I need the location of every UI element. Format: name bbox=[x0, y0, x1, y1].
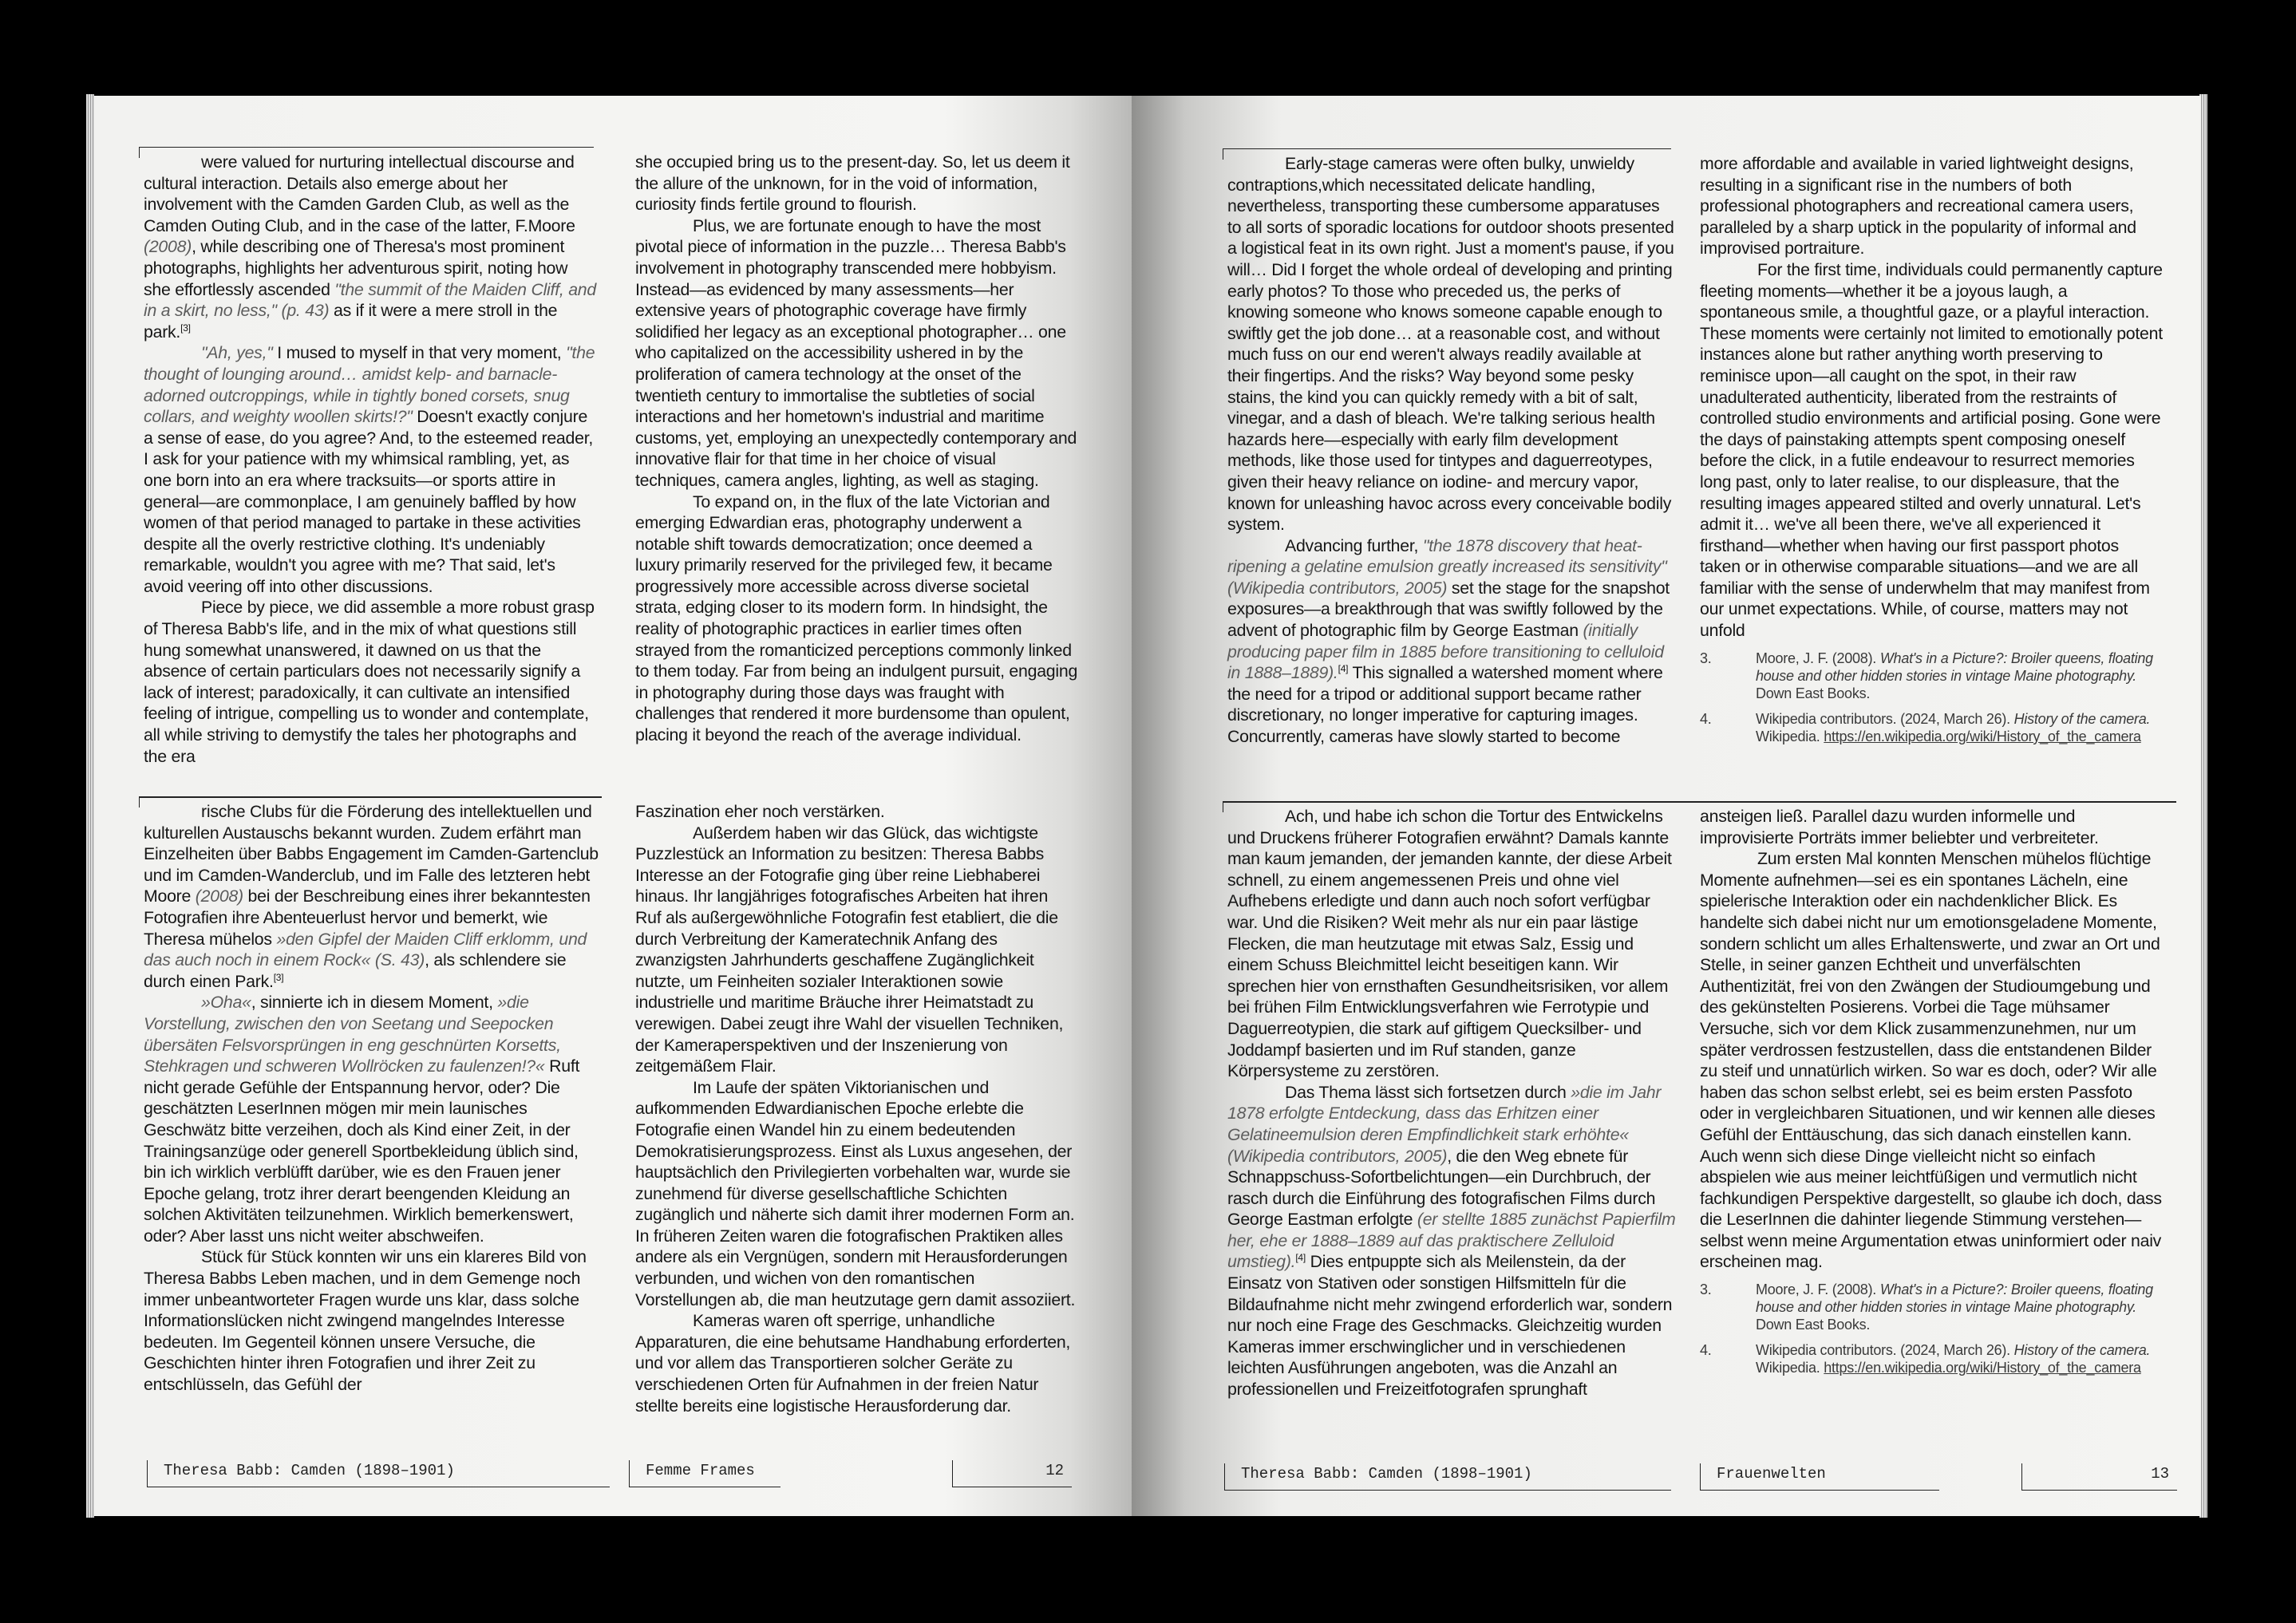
paragraph: Advancing further, "the 1878 discovery that heat-ripening a gelatine emulsion greatly increased its sensitivity" (Wikipedia contributors, 2005) set the stage for the snapshot exposures—a breakthrough that was swiftly followed by the advent of photographic film by George Eastman (initially producing paper film in 1885 before transitioning to celluloid in 1888–1889).[4] This signalled a watershed moment where the need for a tripod or additional support became rather discretionary, no longer imperative for capturing images. Concurrently, cameras have slowly started to become bbox=[1227, 535, 1670, 747]
paragraph: she occupied bring us to the present-day. So, let us deem it the allure of the unknown, for in the void of information, curiosity finds fertile ground to flourish. bbox=[635, 152, 1070, 215]
paragraph: Stück für Stück konnten wir uns ein klareres Bild von Theresa Babbs Leben machen, und in dem Gemenge noch immer unbeantworteter Fragen wurde uns klar, dass solche Informationslücken nicht zwingend mangelndes Interesse bedeuten. Im Gegenteil können unsere Versuche, die Geschichten hinter ihren Fotografien und ihrer Zeit zu entschlüsseln, das Gefühl der bbox=[144, 1247, 587, 1395]
right-page bbox=[1132, 96, 2201, 1516]
paragraph: rische Clubs für die Förderung des intellektuellen und kulturellen Austauschs bekannt wurden. Zudem erfährt man Einzelheiten über Babbs Engagement im Camden-Gartenclub und im Camden-Wanderclub, und im Falle des letzteren hebt Moore (2008) bei der Beschreibung eines ihrer bekanntesten Fotografien ihre Abenteuerlust hervor und bemerkt, wie Theresa mühelos »den Gipfel der Maiden Cliff erklomm, und das auch noch in einem Rock« (S. 43), als schlendere sie durch einen Park.[3] bbox=[144, 802, 599, 991]
page-number: 13 bbox=[2021, 1463, 2177, 1491]
paragraph: were valued for nurturing intellectual discourse and cultural interaction. Details also emerge about her involvement with the Camden Garden Club, as well as the Camden Outing Club, and in the case of the latter, F.Moore (2008), while describing one of Theresa's most prominent photographs, highlights her adventurous spirit, noting how she effortlessly ascended "the summit of the Maiden Cliff, and in a skirt, no less," (p. 43) as if it were a mere stroll in the park.[3] bbox=[144, 152, 596, 342]
page-number: 12 bbox=[952, 1460, 1072, 1487]
right-mid-rule bbox=[1223, 801, 2176, 803]
right-en-col2 bbox=[1700, 153, 2163, 745]
paragraph: Kameras waren oft sperrige, unhandliche Apparaturen, die eine behutsame Handhabung erforderten, und vor allem das Transportieren solcher Geräte zu verschiedenen Orten für Aufnahmen in der freien Natur stellte bereits eine logistische Herausforderung dar. bbox=[635, 1311, 1071, 1416]
paragraph: »Oha«, sinnierte ich in diesem Moment, »die Vorstellung, zwischen den von Seetang und Seepocken übersäten Felsvorsprüngen in eng geschnürten Korsetts, Stehkragen und schweren Wollröcken zu faulenzen!?« Ruft nicht gerade Gefühle der Entspannung hervor, oder? Die geschätzten LeserInnen mögen mir mein launisches Geschwätz bitte verzeihen, doch als Kind einer Zeit, in der Trainingsanzüge oder generell Sportbekleidung üblich sind, bin ich wirklich verblüfft darüber, wie es den Frauen jener Epoche gelang, trotz ihrer derart beengenden Kleidung an solchen Aktivitäten teilzunehmen. Wirklich bemerkenswert, oder? Aber lasst uns nicht weiter abschweifen. bbox=[144, 993, 580, 1246]
paragraph: Faszination eher noch verstärken. bbox=[635, 802, 885, 821]
paragraph: Piece by piece, we did assemble a more robust grasp of Theresa Babb's life, and in the mix of what questions still hung somewhat unanswered, it dawned on us that the absence of certain particulars does not necessarily signify a lack of interest; paradoxically, it can cultivate an intensified feeling of intrigue, compelling us to wonder and contemplate, all while striving to demystify the tales her photographs and the era bbox=[144, 598, 595, 766]
right-de-col2 bbox=[1700, 806, 2163, 1376]
footnote: 4. Wikipedia contributors. (2024, March 26). History of the camera. Wikipedia. https://en.wikipedia.org/wiki/History_of_the_camera bbox=[1700, 1342, 2151, 1376]
paragraph: Early-stage cameras were often bulky, unwieldy contraptions,which necessitated delicate handling, nevertheless, transporting these cumbersome apparatuses to all sorts of sporadic locations for outdoor shoots presented a logistical feat in its own right. Just a moment's pause, if you will… Did I forget the whole ordeal of developing and printing early photos? To those who preceded us, the perks of knowing someone who knows someone capable enough to swiftly get the job done… at a reasonable cost, and without much fuss on our end weren't always readily available at their fingertips. And the risks? Way beyond some pesky stains, the kind you can quickly remedy with a bit of salt, vinegar, and a dash of bleach. We're talking serious health hazards here—especially with early film development methods, like those used for tintypes and daguerreotypes, given their heavy reliance on iodine- and mercury vapor, known for unleashing havoc across every conceivable bodily system. bbox=[1227, 154, 1674, 535]
footnotes-en bbox=[1700, 650, 2163, 745]
footnote-link[interactable]: https://en.wikipedia.org/wiki/History_of_the_camera bbox=[1824, 728, 2141, 744]
paragraph: Plus, we are fortunate enough to have the most pivotal piece of information in the puzzle… Theresa Babb's involvement in photography transcended mere hobbyism. Instead—as evidenced by many assessments—her extensive years of photographic coverage have firmly solidified her legacy as an exceptional photographer… one who capitalized on the accessibility ushered in by the proliferation of camera technology at the onset of the twentieth century to immortalise the subtleties of social interactions and her hometown's industrial and maritime customs, yet, employing an unexpectedly contemporary and innovative flair for that time in her choice of visual techniques, camera angles, lighting, as well as staging. bbox=[635, 215, 1077, 490]
footnote: 3. Moore, J. F. (2008). What's in a Picture?: Broiler queens, floating house and other hidden stories in vintage Maine photography. Down East Books. bbox=[1700, 650, 2153, 701]
running-title: Theresa Babb: Camden (1898–1901) bbox=[147, 1460, 610, 1487]
paragraph: Im Laufe der späten Viktorianischen und aufkommenden Edwardianischen Epoche erlebte die Fotografie einen Wandel hin zu einem bedeutenden Demokratisierungsprozess. Einst als Luxus angesehen, der hauptsächlich den Privilegierten vorbehalten war, wurde sie zunehmend für diverse gesellschaftliche Schichten zugänglich und näherte sich damit ihrer modernen Form an. In früheren Zeiten waren die fotografischen Praktiken alles andere als ein Vergnügen, sondern mit Herausforderungen verbunden, und wichen von den romantischen Vorstellungen ab, die man heutzutage gern damit assoziiert. bbox=[635, 1077, 1076, 1309]
footnote-link[interactable]: https://en.wikipedia.org/wiki/History_of_the_camera bbox=[1824, 1360, 2141, 1376]
paragraph: "Ah, yes," I mused to myself in that very moment, "the thought of lounging around… amidst kelp- and barnacle-adorned outcroppings, while in tightly boned corsets, snug collars, and weighty woollen skirts!?" Doesn't exactly conjure a sense of ease, do you agree? And, to the esteemed reader, I ask for your patience with my whimsical rambling, yet, as one born into an era where tracksuits—or sports attire in general—are commonplace, I am genuinely baffled by how women of that period managed to partake in these activities despite all the overly restrictive clothing. It's undeniably remarkable, wouldn't you agree with me? That said, let's avoid veering off into other discussions. bbox=[144, 343, 595, 596]
left-page bbox=[94, 96, 1132, 1516]
section-title: Frauenwelten bbox=[1700, 1463, 1939, 1491]
paragraph: For the first time, individuals could permanently capture fleeting moments—whether it be a joyous laugh, a spontaneous smile, a thoughtful gaze, or a playful interaction. These moments were certainly not limited to emotionally potent instances alone but rather anything worth preserving to reminisce upon—all caught on the spot, in their raw unadulterated authenticity, liberated from the restraints of controlled studio environments and artificial posing. Gone were the days of painstaking attempts spent composing oneself before the click, in a futile endeavour to resurrect memories long past, only to later realise, to our displeasure, that the resulting images appeared stilted and overly unnatural. Let's admit it… we've all been there, we've all experienced it firsthand—whether when having our first passport photos taken or in otherwise comparable situations—and we are all familiar with the sense of underwhelm that may manifest from our unmet expectations. While, of course, matters may not unfold bbox=[1700, 259, 2163, 641]
right-en-col1 bbox=[1227, 153, 1676, 748]
left-mid-rule bbox=[139, 796, 602, 798]
left-de-col2 bbox=[635, 801, 1078, 1416]
paragraph: Zum ersten Mal konnten Menschen mühelos flüchtige Momente aufnehmen—sei es ein spontanes Lächeln, eine spielerische Interaktion oder ein nachdenklicher Blick. Es handelte sich dabei nicht nur um emotionsgeladene Momente, sondern schlicht um alles Erhaltenswerte, und zwar an Ort und Stelle, in seiner ganzen Echtheit und unverfälschten Authentizität, frei von den Zwängen der Studioumgebung und des gekünstelten Posierens. Vorbei die Tage mühsamer Versuche, sich vor dem Klick zusammenzunehmen, nur um später verdrossen festzustellen, dass die entstandenen Bilder zu steif und unnatürlich wirken. So war es doch, oder? Wir alle haben das schon selbst erlebt, sei es beim ersten Passfoto oder in vergleichbaren Situationen, und wir kennen alle dieses Gefühl der Enttäuschung, das sich danach einstellen kann. Auch wenn sich diese Dinge vielleicht nicht so einfach abspielen wie aus meiner leichtfüßigen und vermutlich nicht fachkundigen Perspektive dargestellt, so glaube ich doch, dass die LeserInnen die dahinter liegende Stimmung verstehen—selbst wenn meine Argumentation etwas uninformiert oder naiv erscheinen mag. bbox=[1700, 849, 2162, 1272]
right-de-col1 bbox=[1227, 806, 1676, 1400]
paragraph: Ach, und habe ich schon die Tortur des Entwickelns und Druckens früherer Fotografien erwähnt? Damals kannte man kaum jemanden, der jemanden kannte, der diese Arbeit schnell, zu einem angemessenen Preis und ohne viel Aufhebens erledigte und dann auch noch sofort verfügbar war. Und die Risiken? Weit mehr als nur ein paar lästige Flecken, die man heutzutage mit etwas Salz, Essig und einem Schuss Bleichmittel leicht beseitigen kann. Wir sprechen hier von ernsthaften Gesundheitsrisiken, vor allem bei frühen Film Entwicklungsverfahren wie Ferrotypie und Daguerreotypien, die stark auf giftigem Quecksilber- und Joddampf basierten und im Ruf standen, ganze Körpersysteme zu zerstören. bbox=[1227, 807, 1672, 1081]
running-title: Theresa Babb: Camden (1898–1901) bbox=[1224, 1463, 1671, 1491]
footnote: 4. Wikipedia contributors. (2024, March 26). History of the camera. Wikipedia. https://en.wikipedia.org/wiki/History_of_the_camera bbox=[1700, 710, 2151, 744]
left-en-col1 bbox=[144, 152, 599, 767]
paragraph: ansteigen ließ. Parallel dazu wurden informelle und improvisierte Porträts immer beliebter und verbreiteter. bbox=[1700, 807, 2099, 847]
page-stack-edge-left bbox=[86, 94, 94, 1518]
paragraph: To expand on, in the flux of the late Victorian and emerging Edwardian eras, photography underwent a notable shift towards democratization; once deemed a luxury primarily reserved for the privileged few, it became progressively more accessible across diverse societal strata, edging closer to its modern form. In hindsight, the reality of photographic practices in earlier times often strayed from the romanticized perceptions commonly linked to them today. Far from being an indulgent pursuit, engaging in photography during those days was fraught with challenges that rendered it more burdensome than opulent, placing it beyond the reach of the average individual. bbox=[635, 492, 1078, 745]
left-de-col1 bbox=[144, 801, 599, 1396]
left-en-col2 bbox=[635, 152, 1078, 746]
footnote: 3. Moore, J. F. (2008). What's in a Picture?: Broiler queens, floating house and other hidden stories in vintage Maine photography. Down East Books. bbox=[1700, 1281, 2153, 1333]
paragraph: Außerdem haben wir das Glück, das wichtigste Puzzlestück an Information zu besitzen: Theresa Babbs Interesse an der Fotografie ging über reine Liebhaberei hinaus. Ihr langjähriges fotografisches Arbeiten hat ihren Ruf als außergewöhnliche Fotografin fest etabliert, die die durch Verbreitung der Kameratechnik Anfang des zwanzigsten Jahrhunderts geschaffene Zugänglichkeit nutzte, um Feinheiten sozialer Interaktionen sowie industrielle und maritime Bräuche ihrer Heimatstadt zu verewigen. Dabei zeugt ihre Wahl der visuellen Techniken, der Kameraperspektiven und der Inszenierung von zeitgemäßem Flair. bbox=[635, 823, 1064, 1076]
paragraph: Das Thema lässt sich fortsetzen durch »die im Jahr 1878 erfolgte Entdeckung, dass das Erhitzen einer Gelatineemulsion deren Empfindlichkeit stark erhöhte« (Wikipedia contributors, 2005), die den Weg ebnete für Schnappschuss-Sofortbelichtungen—ein Durchbruch, der rasch durch die Einführung des fotografischen Films durch George Eastman erfolgte (er stellte 1885 zunächst Papierfilm her, ehe er 1888–1889 auf das praktischere Zelluloid umstieg).[4] Dies entpuppte sich als Meilenstein, da der Einsatz von Stativen oder sonstigen Hilfsmitteln für die Bildaufnahme nicht mehr zwingend erforderlich war, sondern nur noch eine Frage des Geschmacks. Gleichzeitig wurden Kameras immer erschwinglicher und in verschiedenen leichten Ausführungen angeboten, was die Anzahl an professionellen und Freizeitfotografen sprunghaft bbox=[1227, 1082, 1676, 1400]
paragraph: more affordable and available in varied lightweight designs, resulting in a significant rise in the numbers of both professional photographers and recreational camera users, paralleled by a sharp uptick in the popularity of informal and improvised portraiture. bbox=[1700, 154, 2136, 259]
section-title: Femme Frames bbox=[629, 1460, 780, 1487]
footnotes-de bbox=[1700, 1281, 2163, 1376]
